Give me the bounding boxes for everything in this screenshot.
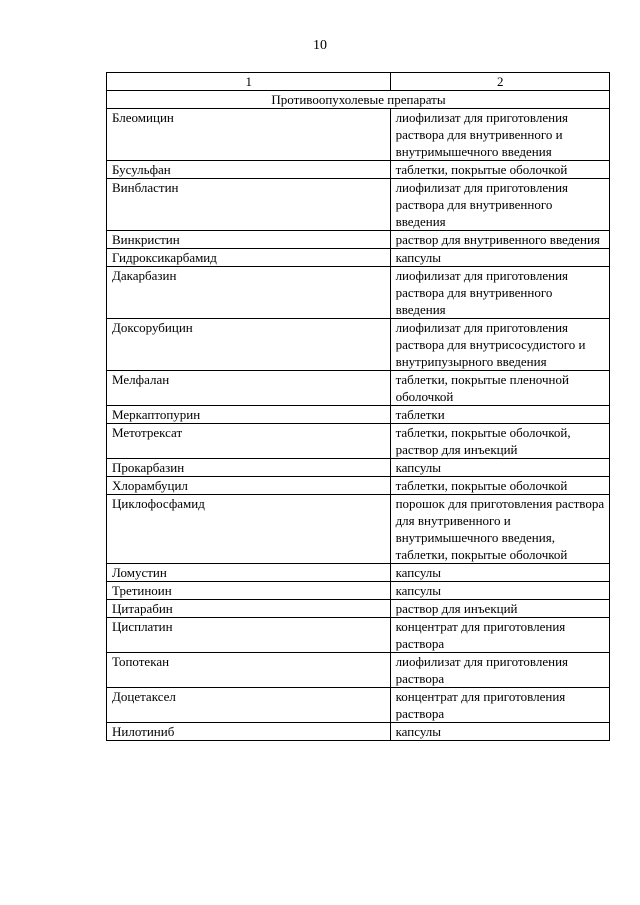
- dosage-form-cell: таблетки, покрытые оболочкой: [390, 161, 609, 179]
- drug-name-cell: Винкристин: [107, 231, 391, 249]
- table-row: [107, 723, 610, 741]
- page-number: 10: [313, 38, 327, 53]
- table-row: [107, 231, 610, 249]
- dosage-form-cell: таблетки, покрытые пленочной оболочкой: [390, 371, 609, 406]
- dosage-form-cell: раствор для внутривенного введения: [390, 231, 609, 249]
- table-row: [107, 495, 610, 564]
- dosage-form-cell: капсулы: [390, 582, 609, 600]
- section-row: [107, 91, 610, 109]
- section-title: Противоопухолевые препараты: [107, 91, 610, 109]
- dosage-form-cell: капсулы: [390, 459, 609, 477]
- dosage-form-cell: лиофилизат для приготовления раствора для внутривенного введения: [390, 179, 609, 231]
- drug-name-cell: Прокарбазин: [107, 459, 391, 477]
- dosage-form-cell: таблетки: [390, 406, 609, 424]
- table-row: [107, 582, 610, 600]
- dosage-form-cell: лиофилизат для приготовления раствора: [390, 653, 609, 688]
- drug-name-cell: Меркаптопурин: [107, 406, 391, 424]
- dosage-form-cell: порошок для приготовления раствора для внутривенного и внутримышечного введения, таблетки, покрытые оболочкой: [390, 495, 609, 564]
- table-row: [107, 161, 610, 179]
- dosage-form-cell: капсулы: [390, 249, 609, 267]
- dosage-form-cell: капсулы: [390, 564, 609, 582]
- table-row: [107, 249, 610, 267]
- drug-name-cell: Доксорубицин: [107, 319, 391, 371]
- dosage-form-cell: таблетки, покрытые оболочкой, раствор для инъекций: [390, 424, 609, 459]
- table-row: [107, 319, 610, 371]
- drug-name-cell: Доцетаксел: [107, 688, 391, 723]
- table-row: [107, 406, 610, 424]
- table-row: [107, 109, 610, 161]
- table-row: [107, 600, 610, 618]
- drug-table: [106, 72, 610, 741]
- drug-name-cell: Гидроксикарбамид: [107, 249, 391, 267]
- table-row: [107, 477, 610, 495]
- dosage-form-cell: концентрат для приготовления раствора: [390, 618, 609, 653]
- table-row: [107, 179, 610, 231]
- drug-name-cell: Цитарабин: [107, 600, 391, 618]
- drug-name-cell: Нилотиниб: [107, 723, 391, 741]
- drug-name-cell: Ломустин: [107, 564, 391, 582]
- drug-name-cell: Метотрексат: [107, 424, 391, 459]
- drug-name-cell: Цисплатин: [107, 618, 391, 653]
- drug-name-cell: Блеомицин: [107, 109, 391, 161]
- drug-name-cell: Дакарбазин: [107, 267, 391, 319]
- table-row: [107, 618, 610, 653]
- dosage-form-cell: раствор для инъекций: [390, 600, 609, 618]
- table-row: [107, 267, 610, 319]
- column-number-row: [107, 73, 610, 91]
- dosage-form-cell: концентрат для приготовления раствора: [390, 688, 609, 723]
- drug-name-cell: Топотекан: [107, 653, 391, 688]
- drug-name-cell: Хлорамбуцил: [107, 477, 391, 495]
- table-row: [107, 564, 610, 582]
- table-row: [107, 371, 610, 406]
- dosage-form-cell: лиофилизат для приготовления раствора для внутрисосудистого и внутрипузырного введения: [390, 319, 609, 371]
- column-number-2: 2: [390, 73, 609, 91]
- drug-name-cell: Циклофосфамид: [107, 495, 391, 564]
- dosage-form-cell: таблетки, покрытые оболочкой: [390, 477, 609, 495]
- table-row: [107, 653, 610, 688]
- drug-name-cell: Винбластин: [107, 179, 391, 231]
- table-row: [107, 688, 610, 723]
- dosage-form-cell: лиофилизат для приготовления раствора для внутривенного введения: [390, 267, 609, 319]
- drug-name-cell: Третиноин: [107, 582, 391, 600]
- dosage-form-cell: лиофилизат для приготовления раствора для внутривенного и внутримышечного введения: [390, 109, 609, 161]
- table-row: [107, 459, 610, 477]
- drug-name-cell: Бусульфан: [107, 161, 391, 179]
- table-row: [107, 424, 610, 459]
- column-number-1: 1: [107, 73, 391, 91]
- dosage-form-cell: капсулы: [390, 723, 609, 741]
- drug-name-cell: Мелфалан: [107, 371, 391, 406]
